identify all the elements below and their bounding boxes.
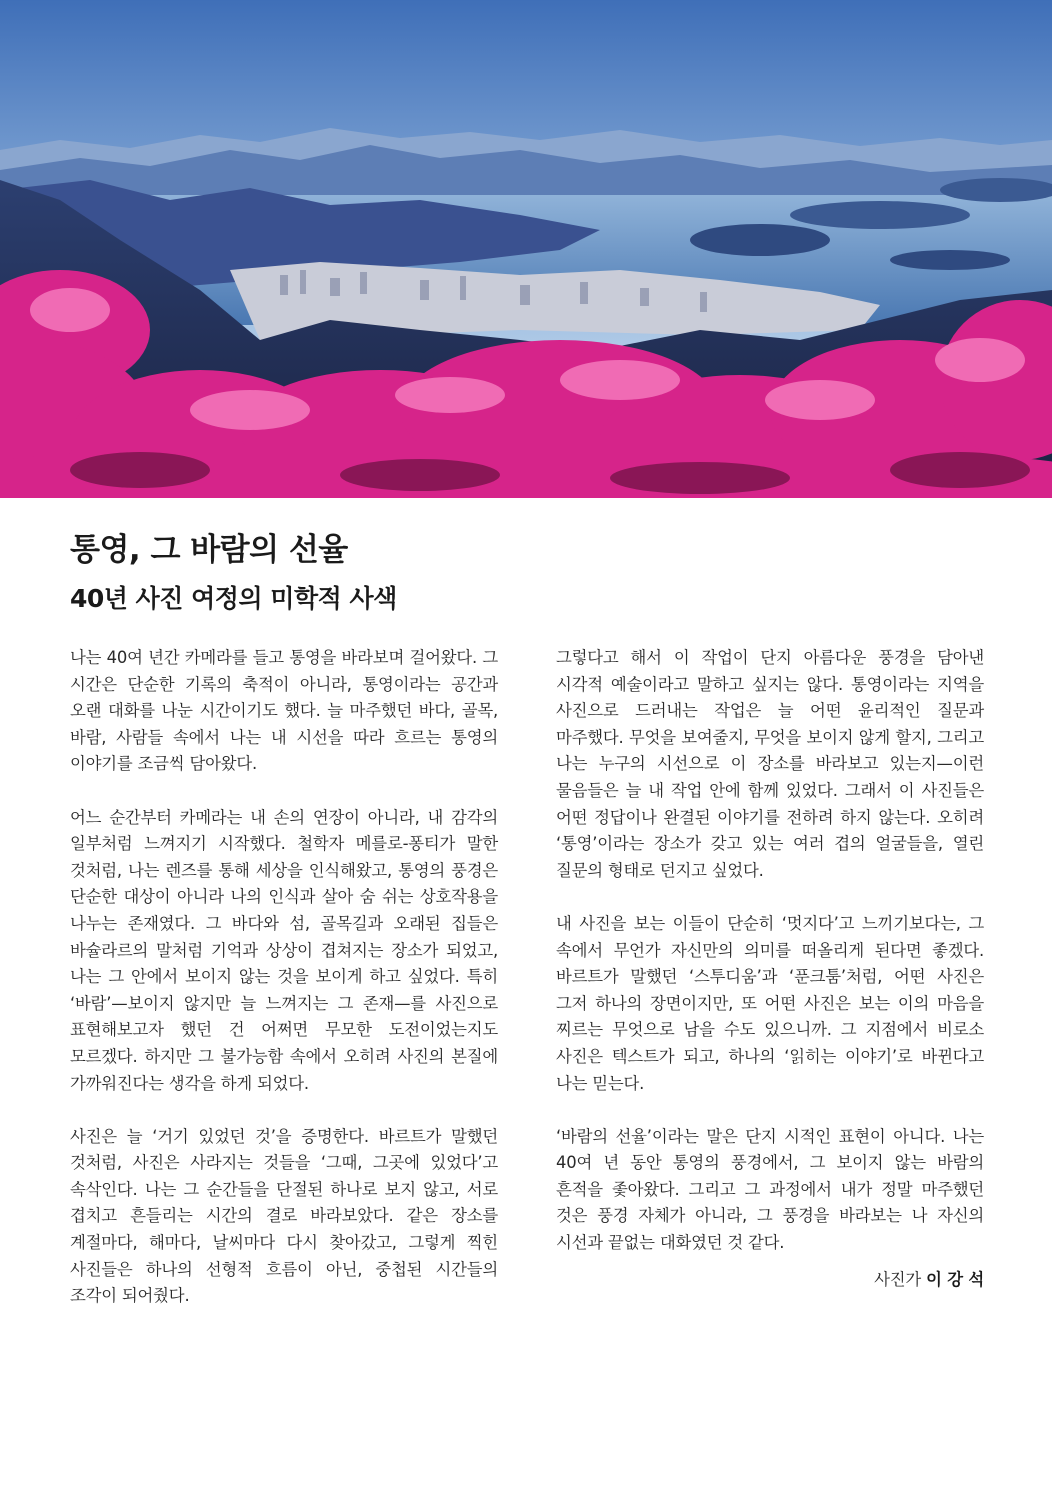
paragraph: 내 사진을 보는 이들이 단순히 ‘멋지다’고 느끼기보다는, 그 속에서 무언가 자신만의 의미를 떠올리게 된다면 좋겠다. 바르트가 말했던 ‘스투디움’과 ‘푼크툼’처럼, 어떤 사진은 그저 하나의 장면이지만, 또 어떤 사진은 보는 이의 마음을 찌르는 무엇으로 남을 수도 있으니까. 그 지점에서 비로소 사진은 텍스트가 되고, 하나의 ‘읽히는 이야기’로 바뀐다고 나는 믿는다. — [556, 913, 984, 1093]
signature-prefix: 사진가 — [874, 1269, 927, 1289]
landscape-illustration — [0, 0, 1052, 498]
signature-name: 이 강 석 — [926, 1269, 984, 1289]
hero-photo — [0, 0, 1052, 498]
paragraph: 그렇다고 해서 이 작업이 단지 아름다운 풍경을 담아낸 시각적 예술이라고 말하고 싶지는 않다. 통영이라는 지역을 사진으로 드러내는 작업은 늘 어떤 윤리적인 질문과 마주했다. 무엇을 보여줄지, 무엇을 보이지 않게 할지, 그리고 나는 누구의 시선으로 이 장소를 바라보고 있는지—이런 물음들은 늘 내 작업 안에 함께 있었다. 그래서 이 사진들은 어떤 정답이나 완결된 이야기를 전하려 하지 않는다. 오히려 ‘통영’이라는 장소가 갖고 있는 여러 겹의 얼굴들을, 열린 질문의 형태로 던지고 싶었다. — [556, 648, 984, 880]
paragraph: 사진은 늘 ‘거기 있었던 것’을 증명한다. 바르트가 말했던 것처럼, 사진은 사라지는 것들을 ‘그때, 그곳에 있었다’고 속삭인다. 나는 그 순간들을 단절된 하나로 보지 않고, 서로 겹치고 흔들리는 시간의 결로 바라보았다. 같은 장소를 계절마다, 해마다, 날씨마다 다시 찾아갔고, 그렇게 찍힌 사진들은 하나의 선형적 흐름이 아닌, 중첩된 시간들의 조각이 되어줬다. — [70, 1126, 498, 1306]
paragraph: 어느 순간부터 카메라는 내 손의 연장이 아니라, 내 감각의 일부처럼 느껴지기 시작했다. 철학자 메를로-퐁티가 말한 것처럼, 나는 렌즈를 통해 세상을 인식해왔고, 통영의 풍경은 단순한 대상이 아니라 나의 인식과 살아 숨 쉬는 상호작용을 나누는 존재였다. 그 바다와 섬, 골목길과 오래된 집들은 바슐라르의 말처럼 기억과 상상이 겹쳐지는 장소가 되었고, 나는 그 안에서 보이지 않는 것을 보이게 하고 싶었다. 특히 ‘바람’—보이지 않지만 늘 느껴지는 그 존재—를 사진으로 표현해보고자 했던 건 어쩌면 무모한 도전이었는지도 모르겠다. 하지만 그 불가능함 속에서 오히려 사진의 본질에 가까워진다는 생각을 하게 되었다. — [70, 807, 498, 1093]
right-column — [556, 645, 984, 1320]
paragraph: 나는 40여 년간 카메라를 들고 통영을 바라보며 걸어왔다. 그 시간은 단순한 기록의 축적이 아니라, 통영이라는 공간과 오랜 대화를 나눈 시간이기도 했다. 늘 마주했던 바다, 골목, 바람, 사람들 속에서 나는 내 시선을 따라 흐르는 통영의 이야기를 조금씩 담아왔다. — [70, 648, 498, 774]
signature — [556, 1267, 984, 1294]
page-subtitle: 40년 사진 여정의 미학적 사색 — [70, 584, 397, 613]
page-title: 통영, 그 바람의 선율 — [70, 532, 348, 568]
left-column — [70, 645, 498, 1336]
title-block — [70, 528, 990, 618]
paragraph: ‘바람의 선율’이라는 말은 단지 시적인 표현이 아니다. 나는 40여 년 동안 통영의 풍경에서, 그 보이지 않는 바람의 흔적을 좇아왔다. 그리고 그 과정에서 내가 정말 마주했던 것은 풍경 자체가 아니라, 그 풍경을 바라보는 나 자신의 시선과 끝없는 대화였던 것 같다. — [556, 1126, 984, 1253]
